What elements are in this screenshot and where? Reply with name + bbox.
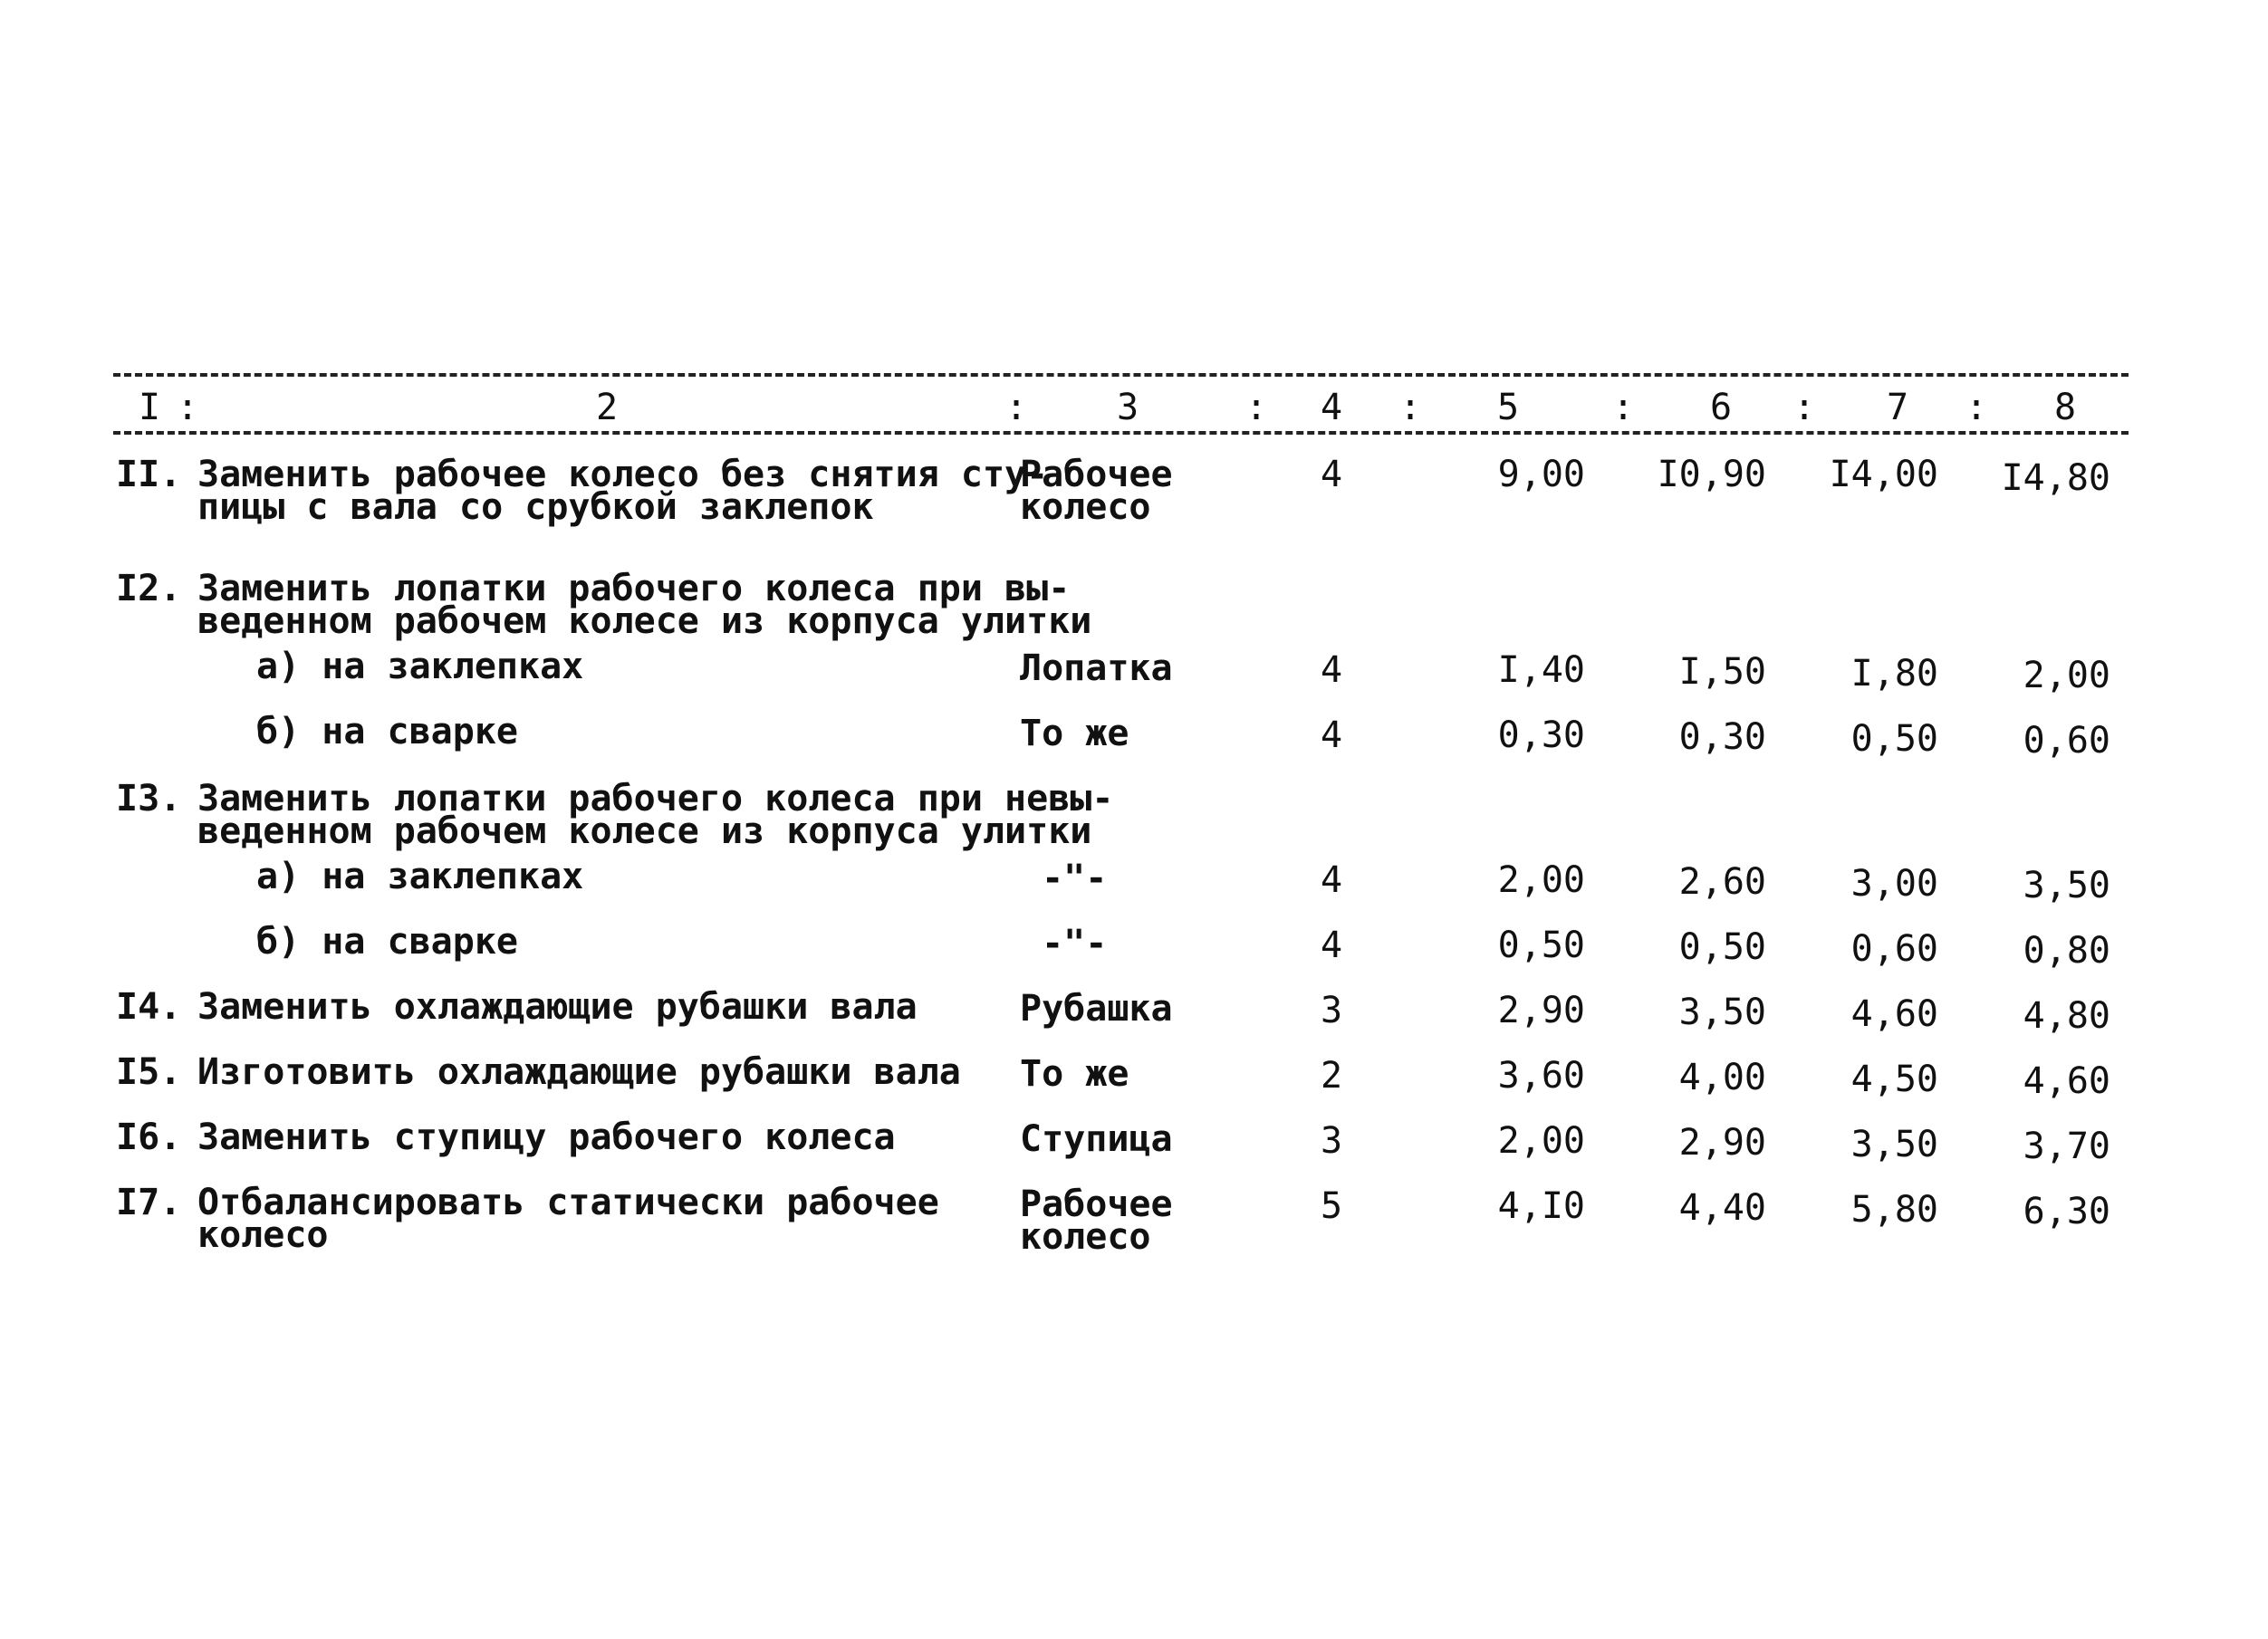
row-col7: 3,00 <box>1850 863 1938 905</box>
row-description-line: Заменить рабочее колесо без снятия сту- <box>197 454 1049 495</box>
row-col8: I4,80 <box>2001 457 2110 499</box>
header-col-2: 2 <box>595 387 619 428</box>
row-qty: 4 <box>1320 859 1343 901</box>
row-col7: 4,60 <box>1850 993 1938 1035</box>
row-sub-description: а) на заклепках <box>256 856 584 897</box>
row-col6: 2,60 <box>1678 861 1766 903</box>
row-unit: Лопатка <box>1020 647 1173 689</box>
row-col6: I0,90 <box>1657 454 1766 495</box>
row-qty: 4 <box>1320 714 1343 756</box>
row-unit: То же <box>1020 713 1129 754</box>
row-unit: -"- <box>1020 923 1108 964</box>
row-sub-description: б) на сварке <box>256 921 518 963</box>
table-top-rule <box>113 373 2129 377</box>
row-unit: -"- <box>1020 858 1108 899</box>
row-col6: 3,50 <box>1678 992 1766 1033</box>
row-description-line: Заменить ступицу рабочего колеса <box>197 1117 896 1158</box>
row-col8: 0,80 <box>2023 930 2110 972</box>
header-separator: : <box>1245 387 1268 428</box>
row-col8: 2,00 <box>2023 655 2110 696</box>
row-col5: 2,00 <box>1497 859 1585 901</box>
row-index: I6. <box>116 1117 182 1158</box>
row-description-line: Изготовить охлаждающие рубашки вала <box>197 1051 961 1093</box>
row-index: I3. <box>116 778 182 820</box>
row-col7: I4,00 <box>1829 454 1938 495</box>
row-index: I2. <box>116 568 182 609</box>
row-col8: 4,60 <box>2023 1060 2110 1102</box>
row-col7: I,80 <box>1850 653 1938 695</box>
row-description-line: Заменить охлаждающие рубашки вала <box>197 986 918 1028</box>
row-index: I4. <box>116 986 182 1028</box>
row-index: II. <box>116 454 182 495</box>
row-description-line: Отбалансировать статически рабочее <box>197 1182 939 1223</box>
row-col8: 6,30 <box>2023 1191 2110 1232</box>
row-qty: 4 <box>1320 454 1343 495</box>
row-col5: 9,00 <box>1497 454 1585 495</box>
row-description-line: Заменить лопатки рабочего колеса при невы- <box>197 778 1114 820</box>
row-col6: 2,90 <box>1678 1122 1766 1164</box>
row-col5: 2,00 <box>1497 1120 1585 1162</box>
row-col6: I,50 <box>1678 651 1766 693</box>
row-col8: 4,80 <box>2023 995 2110 1037</box>
row-col5: 2,90 <box>1497 990 1585 1031</box>
header-col-4: 4 <box>1320 387 1343 428</box>
row-qty: 4 <box>1320 649 1343 691</box>
header-separator: : <box>177 387 199 428</box>
header-col-5: 5 <box>1496 387 1520 428</box>
row-description-line: веденном рабочем колесе из корпуса улитки <box>197 600 1092 642</box>
header-col-6: 6 <box>1709 387 1733 428</box>
header-separator: : <box>1965 387 1988 428</box>
row-col5: I,40 <box>1497 649 1585 691</box>
header-separator: : <box>1612 387 1635 428</box>
row-qty: 3 <box>1320 990 1343 1031</box>
row-description-line: Заменить лопатки рабочего колеса при вы- <box>197 568 1071 609</box>
row-col5: 0,30 <box>1497 714 1585 756</box>
row-sub-description: б) на сварке <box>256 711 518 752</box>
header-col-1: I <box>138 387 161 428</box>
header-col-8: 8 <box>2053 387 2077 428</box>
row-col7: 3,50 <box>1850 1124 1938 1165</box>
row-col8: 3,50 <box>2023 865 2110 906</box>
row-unit: То же <box>1020 1053 1129 1095</box>
header-separator: : <box>1005 387 1028 428</box>
row-unit: Рабочее <box>1020 1184 1173 1225</box>
row-qty: 2 <box>1320 1055 1343 1097</box>
row-col6: 0,50 <box>1678 926 1766 968</box>
row-qty: 3 <box>1320 1120 1343 1162</box>
row-col6: 4,40 <box>1678 1187 1766 1229</box>
row-description-line: колесо <box>197 1214 329 1256</box>
row-unit: колесо <box>1020 1216 1151 1258</box>
row-col7: 0,50 <box>1850 718 1938 760</box>
row-unit: Рубашка <box>1020 988 1173 1030</box>
row-description-line: веденном рабочем колесе из корпуса улитки <box>197 810 1092 852</box>
row-index: I7. <box>116 1182 182 1223</box>
row-col6: 4,00 <box>1678 1057 1766 1098</box>
row-qty: 5 <box>1320 1185 1343 1227</box>
row-sub-description: а) на заклепках <box>256 646 584 687</box>
row-col5: 3,60 <box>1497 1055 1585 1097</box>
row-unit: колесо <box>1020 486 1151 528</box>
row-col7: 4,50 <box>1850 1059 1938 1100</box>
header-col-3: 3 <box>1116 387 1139 428</box>
row-index: I5. <box>116 1051 182 1093</box>
header-col-7: 7 <box>1886 387 1909 428</box>
row-col8: 0,60 <box>2023 720 2110 762</box>
row-qty: 4 <box>1320 925 1343 966</box>
header-separator: : <box>1793 387 1816 428</box>
row-col7: 5,80 <box>1850 1189 1938 1231</box>
row-unit: Рабочее <box>1020 454 1173 495</box>
row-col5: 0,50 <box>1497 925 1585 966</box>
row-col6: 0,30 <box>1678 716 1766 758</box>
row-col7: 0,60 <box>1850 928 1938 970</box>
row-col5: 4,I0 <box>1497 1185 1585 1227</box>
row-description-line: пицы с вала со срубкой заклепок <box>197 486 874 528</box>
row-col8: 3,70 <box>2023 1126 2110 1167</box>
row-unit: Ступица <box>1020 1118 1173 1160</box>
header-separator: : <box>1399 387 1422 428</box>
header-bottom-rule <box>113 431 2129 435</box>
